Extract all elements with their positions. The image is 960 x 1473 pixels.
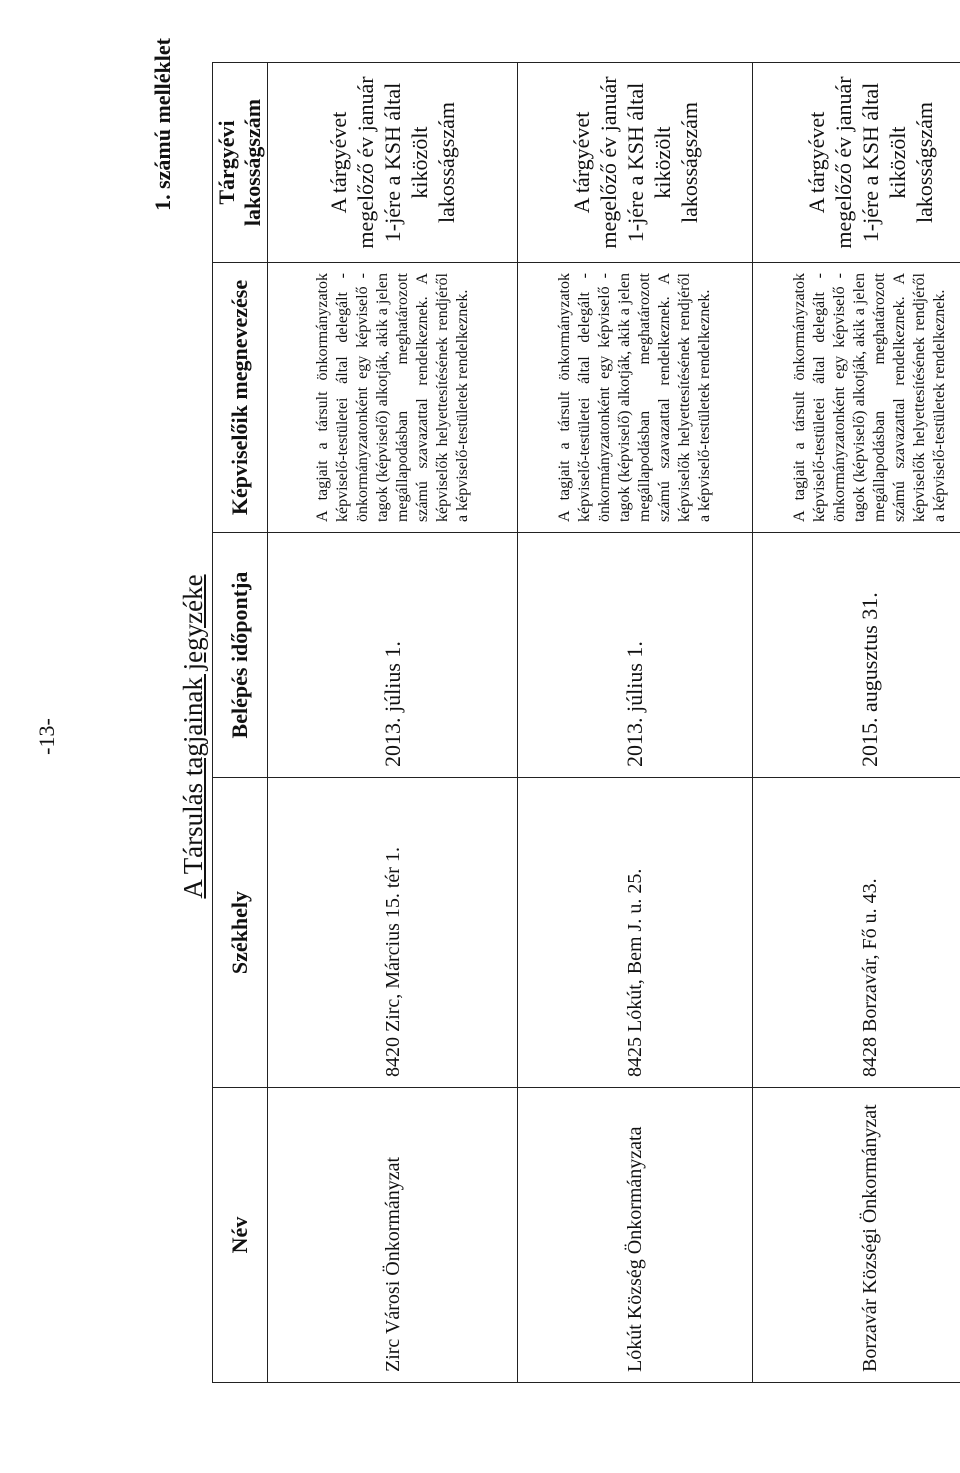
member-population: A tárgyévet megelőző év január 1-jére a KSH által kiközölt lakosságszám [268, 63, 518, 263]
member-name: Lókút Község Önkormányzata [518, 1088, 753, 1383]
member-seat: 8420 Zirc, Március 15. tér 1. [268, 778, 518, 1088]
member-join-date: 2015. augusztus 31. [753, 533, 960, 778]
member-population: A tárgyévet megelőző év január 1-jére a KSH által kiközölt lakosságszám [753, 63, 960, 263]
member-name: Borzavár Községi Önkormányzat [753, 1088, 960, 1383]
annex-label: 1. számú melléklet [150, 38, 175, 211]
member-representatives: A tagjait a társult önkormányzatok képviselő-testületei által delegált - önkormányzatonként egy képviselő - tagok (képviselő) alkotják, akik a jelen megállapodásban meghatározott számú szavazattal rendelkeznek. A képviselők helyettesítésének rendjéről a képviselő-testületek rendelkeznek. [268, 263, 518, 533]
member-join-date: 2013. július 1. [268, 533, 518, 778]
member-population: A tárgyévet megelőző év január 1-jére a KSH által kiközölt lakosságszám [518, 63, 753, 263]
header-name: Név [213, 1088, 268, 1383]
table-row [268, 63, 518, 1383]
member-representatives: A tagjait a társult önkormányzatok képviselő-testületei által delegált - önkormányzatonként egy képviselő - tagok (képviselő) alkotják, akik a jelen megállapodásban meghatározott számú szavazattal rendelkeznek. A képviselők helyettesítésének rendjéről a képviselő-testületek rendelkeznek. [753, 263, 960, 533]
table-header-row [213, 63, 268, 1383]
header-seat: Székhely [213, 778, 268, 1088]
document-title-text: A Társulás tagjainak jegyzéke [178, 574, 208, 899]
members-table [212, 62, 960, 1383]
page-number: -13- [34, 718, 59, 755]
header-representatives: Képviselőik megnevezése [213, 263, 268, 533]
member-join-date: 2013. július 1. [518, 533, 753, 778]
header-join-date: Belépés időpontja [213, 533, 268, 778]
table-row [753, 63, 960, 1383]
member-seat: 8425 Lókút, Bem J. u. 25. [518, 778, 753, 1088]
table-row [518, 63, 753, 1383]
member-name: Zirc Városi Önkormányzat [268, 1088, 518, 1383]
header-population: Tárgyévi lakosságszám [213, 63, 268, 263]
member-representatives: A tagjait a társult önkormányzatok képviselő-testületei által delegált - önkormányzatonként egy képviselő - tagok (képviselő) alkotják, akik a jelen megállapodásban meghatározott számú szavazattal rendelkeznek. A képviselők helyettesítésének rendjéről a képviselő-testületek rendelkeznek. [518, 263, 753, 533]
member-seat: 8428 Borzavár, Fő u. 43. [753, 778, 960, 1088]
document-title [178, 0, 209, 1473]
